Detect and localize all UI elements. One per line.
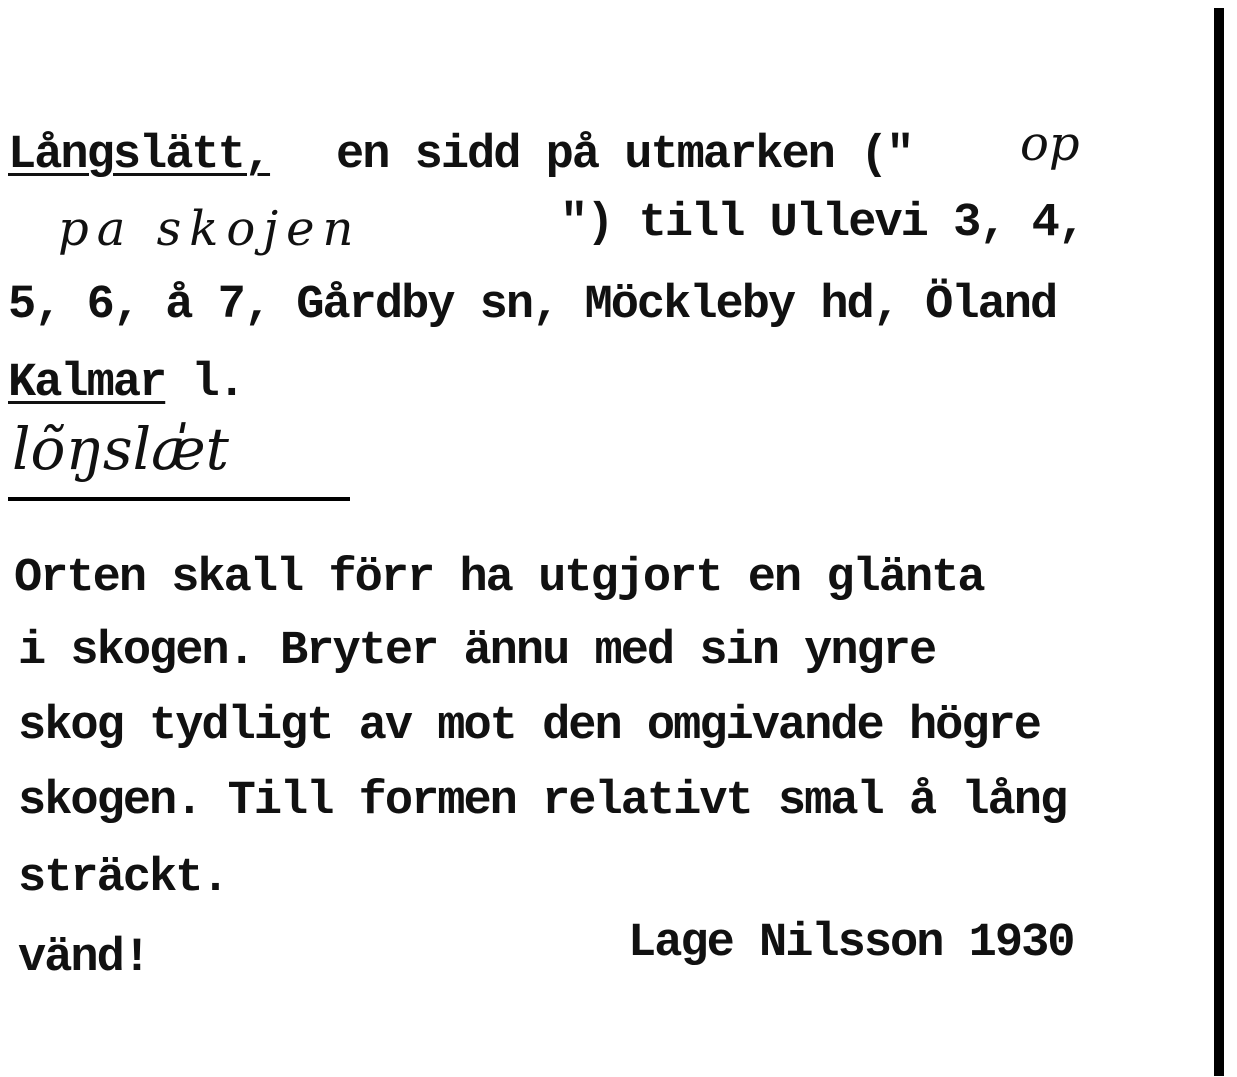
county-name: Kalmar bbox=[8, 357, 166, 410]
handwritten-dialect-phrase: pa skojen bbox=[58, 201, 362, 257]
headword: Långslätt, bbox=[8, 129, 271, 182]
body-line-3: skog tydligt av mot den omgivande högre bbox=[18, 700, 1040, 753]
pronunciation-underline bbox=[8, 497, 350, 501]
location-line: 5, 6, å 7, Gårdby sn, Möckleby hd, Öland bbox=[8, 279, 1057, 332]
turn-over-note: vänd! bbox=[18, 932, 150, 985]
body-line-5: sträckt. bbox=[18, 852, 228, 905]
card-edge-border bbox=[1214, 8, 1224, 1076]
handwritten-pronunciation: lõŋslæ̍t bbox=[12, 415, 229, 483]
county-line bbox=[8, 357, 244, 410]
county-suffix: l. bbox=[165, 357, 244, 410]
body-line-2: i skogen. Bryter ännu med sin yngre bbox=[18, 625, 936, 678]
signature: Lage Nilsson 1930 bbox=[628, 917, 1074, 970]
description-line-1: en sidd på utmarken (" bbox=[336, 129, 913, 182]
body-line-1: Orten skall förr ha utgjort en glänta bbox=[14, 552, 984, 605]
description-line-2: ") till Ullevi 3, 4, bbox=[560, 197, 1085, 250]
body-line-4: skogen. Till formen relativt smal å lång bbox=[18, 775, 1067, 828]
handwritten-dialect-phrase-start: op bbox=[1020, 116, 1080, 172]
